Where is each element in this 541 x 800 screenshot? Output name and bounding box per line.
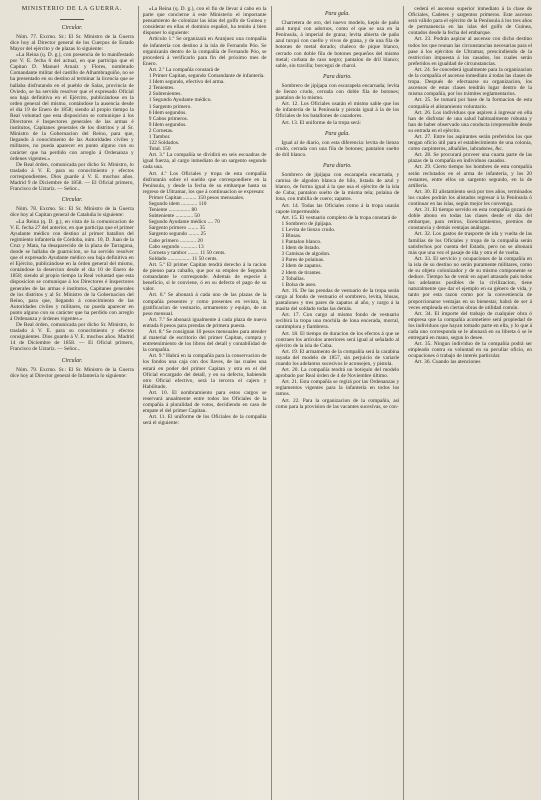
paragraph: Charretera de oro, del nuevo modelo, kepis de paño azul turquí con adornos, como el que se usa en la Península, á imperial de grana; levita abierta de paño azul turquí con cuello y vivos de grana, y de una fila de botones de metal dorado; chaleco de pique blanco, cerrado con doble fila de botones pequeños del mismo metal; corbata de raso negro; pantalon de dril blanco; sable, sin travilla; borceguí de charol. [275, 20, 400, 69]
paragraph: Sargento segundo ........ 25 [148, 231, 206, 238]
paragraph: Art. 24. Se concederá igualmente para la organizacion de la compañía el ascenso inmediato á todas las clases de tropa. Después de efectuarse su organizacion, los ascensos de estas clases tendrán lugar dentro de la misma compañía, por los trámites reglamentarios. [408, 66, 532, 98]
paragraph: cederá el ascenso superior inmediato á la clase de Oficiales, Cadetes y sargentos primeros. Este ascenso será válido para el ejército de la Península á los tres años de permanencia en las islas del golfo de Guinea, contados desde la fecha del embarque. [408, 6, 532, 37]
paragraph: Art. 25. Se tomará por base de la formacion de esta compañía el alistamiento voluntario. [408, 97, 532, 110]
paragraph: Núm. 78. Excmo. Sr.: El Sr. Ministro de la Guerra dice hoy al Capitan general de Cataluña lo siguiente: [10, 206, 134, 219]
paragraph: Art. 23. Podrán aspirar al ascenso con dicho destino todos los que reunan las circunstancias necesarias para el pase á los ejércitos de Ultramar, prescindiendo de la restriccion impuesta á los casados, los cuales serán preferidos en igualdad de circunstancias. [408, 36, 532, 67]
paragraph: 3 Camisas de algodon. [281, 251, 331, 258]
paragraph: 1 Idem de listado. [281, 245, 321, 252]
paragraph: Segundo Ayudante médico .... 70 [148, 219, 220, 226]
paragraph: Art. 26. Los individuos que aspiren á ingresar en ella han de disfrutar de una salud habitualmente robusta y han de haber observado una conducta irreprensible desde su entrada en el ejército. [408, 109, 532, 134]
paragraph: 6 Idem segundos. [148, 109, 187, 116]
paragraph: Art. 30. El alistamiento será por tres años, terminados los cuales podrán los alistados regresar á la Península ó continuar en las islas, según mejor les convenga. [408, 188, 532, 207]
text-column-3 [272, 6, 405, 800]
paragraph: Art. 33. El servicio y ocupaciones de la compañía en la isla de su destino no serán puramente militares, como de su objeto colonizador y de su mismo componente se deduce. Tiempo ha de venir en aquel atrasado país todos los adelantos posibles de la civilizacion, tiene naturalmente que dar el ejemplo en su género de vida, y tanto por esta razon como por la conveniencia de proporcionarse ventajas en su bienestar, habrá de ser á veces empleada en ciertas obras de utilidad común. [408, 255, 532, 311]
paragraph: Art. 17. Con cargo al mismo fondo de vestuario recibirá la tropa una mochila de lona encerada, morral, cantimplora y fiambrera. [275, 312, 400, 331]
paragraph: Art. 35. Ningun individuo de la compañía podrá ser empleado contra su voluntad en su peculiar oficio, en ocupaciones ó trabajo de interés particular. [408, 341, 532, 360]
paragraph: Art. 7.º Se abonará igualmente á cada plaza de nueva entrada 8 pesos para prendas de primera puesta. [142, 316, 267, 329]
paragraph: Art. 12. Los Oficiales usarán el mismo sable que los de infantería de la Península y pistola igual á la de los Oficiales de los batallones de cazadores. [275, 101, 400, 120]
paragraph: Artículo 1.º Se organizará en Aranjuez una compañía de infantería con destino á la isla de Fernando Póo. Se organizarán dentro de la compañía de Fernando Póo, se procederá á verificarlo para fin del próximo mes de Enero. [142, 36, 267, 67]
paragraph: Art. 34. El importe del trabajo de cualquier obra ó empresa que la compañía acometiere será propiedad de los individuos que hayan tomado parte en ella, y lo que á cada uno corresponda se le abonará en su libreta ó se le entregará en mano, segun lo desee. [408, 310, 532, 342]
paragraph: Sargento primero ........ 35 [148, 225, 206, 232]
section-heading: Para gala. [324, 130, 350, 137]
section-heading: Circular. [61, 24, 83, 31]
paragraph: Art. 27. Entre los aspirantes serán preferidos los que tengan oficio útil para el establecimiento de una colonia, como carpinteros, albañiles, labradores, &c. [408, 133, 532, 153]
paragraph: Art. 21. Esta compañía se regirá por las Ordenanzas y reglamentos vigentes para la infantería en todos los ramos. [275, 379, 400, 398]
paragraph: Segundo idem ............ 110 [148, 201, 207, 207]
paragraph: Art. 3.º La compañía se dividirá en seis escuadras de igual fuerza, al cargo inmediato de un sargento segundo cada una. [142, 152, 267, 171]
paragraph: Art. 29. Cierto tiempo los hombres de esta compañía serán reclutados en el arma de infantería, y los 20 restantes, entre ellos un sargento segundo, en la de artillería. [408, 164, 532, 189]
paragraph: Art. 4.º Los Oficiales y tropa de esta compañía disfrutarán sobre el sueldo que correspondiere en la Península, y desde la fecha de su embarque hasta su regreso de Ultramar, los que á continuacion se expresan: [142, 170, 267, 195]
paragraph: «La Reina (q. D. g.), con el fin de llevar á cabo en la parte que concierne á este Ministerio el importante pensamiento de colonizar las islas del golfo de Guinea y considerar en ellas el dominio español, ha tenido á bien disponer lo siguiente: [142, 6, 267, 37]
paragraph: Art. 8.º Se consignan 10 pesos mensuales para atender al material de escritorio del primer Capitan, compra y entretenimiento de los libros del detall y contabilidad de la compañía. [142, 328, 267, 354]
paragraph: Art. 10. El nombramiento para estos cargos se reservará anualmente entre todos los Oficiales de la compañía á pluralidad de votos, decidiendo en caso de empate el del primer Capitan. [142, 389, 267, 415]
paragraph: Art. 16. De las prendas de vestuario de la tropa serán cargo al fondo de vestuario el sombrero, levita, blusas, pantalones y tres pares de zapatos al año, y cargo á la masita del soldado todas las demás. [275, 287, 400, 313]
text-column-2 [139, 6, 272, 800]
text-column-4 [404, 6, 536, 800]
paragraph: Art. 20. La compañía tendrá un botiquin del modelo aprobado por Real órden de 4 de Noviembre último. [275, 367, 400, 380]
paragraph: 2 Tenientes. [148, 85, 175, 92]
paragraph: Art. 22. Para la organizacion de la compañía, así como para la provision de las vacantes sucesivas, se con- [275, 397, 400, 410]
section-heading: Circular. [61, 197, 83, 204]
paragraph: Art. 5.º El primer Capitan tendrá derecho á la racion de pienso para caballo, que por su empleo de Segundo comandante le corresponde. Además de especie á beneficio, si le conviene, ó en su defecto el pago de su valor. [142, 261, 267, 293]
paragraph: Subteniente ............. 50 [148, 213, 200, 220]
paragraph: 2 Idem de tirantes. [281, 269, 322, 276]
paragraph: 3 Pares de polainas. [281, 257, 325, 264]
paragraph: De Real órden, comunicada por dicho Sr. Ministro, lo traslado á V. E. para su conocimiento y efectos consiguientes. Dios guarde á V. E. muchos años. Madrid 14 de Diciembre de 1858. — El Oficial primero, Francisco de Uztariz. — Señor... [10, 322, 134, 353]
paragraph: Art. 11. El uniforme de los Oficiales de la compañía será el siguiente: [142, 414, 267, 427]
paragraph: Art. 18. El tiempo de duracion de los efectos á que se contraen los artículos anteriores será igual al señalado al ejército de la isla de Cuba. [275, 330, 400, 349]
paragraph: De Real órden, comunicada por dicho Sr. Ministro, lo traslado á V. E. para su conocimiento y efectos correspondientes. Dios guarde á V. E. muchos años. Madrid 9 de Diciembre de 1858. — El Oficial primero, Francisco de Uztariz. — Señor... [10, 161, 134, 193]
paragraph: 1 Sombrero de jipijapa. [281, 220, 333, 227]
column-container [6, 6, 536, 800]
paragraph: Cabo primero ............ 20 [148, 237, 203, 244]
paragraph: «La Reina (q. D. g.), en vista de la comunicacion de V. E. fecha 27 del anterior, en que participa que el primer Ayudante médico con destino al primer batallon del regimiento infantería de Córdoba, núm. 10, D. Juan de la Cruz y Mata, ha desaparecido de la plaza de Tarragona, donde se hallaba de guarnicion, se ha servido resolver que el expresado Ayudante médico sea baja definitiva en el Ejército, publicándose en la órden general del mismo, contándose la desercion desde el dia 10 de Enero de 1858; siendo al propio tiempo la Real voluntad que esta disposicion se comunique á los Directores é Inspectores generales de las armas é institutos, Capitanes generales de los distritos y al Sr. Ministro de la Gobernacion del Reino, para que, llegando á conocimiento de las Autoridades civiles y militares, no pueda aparecer en punto alguno con su carácter que ha perdido con arreglo á Ordenanza y órdenes vigentes.» [10, 218, 134, 322]
title-rule [60, 19, 84, 20]
paragraph: Art. 32. Los gastos de trasporte de ida y vuelta de las familias de los Oficiales y tropa de la compañía serán satisfechos por cuenta del Estado, pero no se abonará más que una vez el pasaje de ida y otra el de vuelta. [408, 231, 532, 256]
paragraph: Núm. 77. Excmo. Sr.: El Sr. Ministro de la Guerra dice hoy al Director general de los Cuerpos de Estado Mayor del ejército y de plazas lo siguiente: [10, 33, 134, 52]
paragraph: 1 Segundo Ayudante médico. [148, 97, 212, 104]
paragraph: 1 Levita de lienzo crudo. [281, 226, 336, 233]
paragraph: Cabo segundo ............ 13 [148, 243, 204, 250]
paragraph: 2 Cornetas. [148, 127, 174, 134]
paragraph: 1 Pantalon blanco. [281, 239, 322, 246]
section-heading: Para diario. [323, 73, 352, 80]
section-heading: Para gala. [324, 11, 350, 17]
text-column-1 [6, 6, 139, 800]
section-heading: Para diario. [323, 162, 352, 169]
paragraph: 122 Soldados. [148, 140, 180, 147]
section-title: MINISTERIO DE LA GUERRA. [21, 6, 123, 12]
paragraph: Primer Capitan .......... 150 pesos mensuales. [148, 194, 245, 201]
paragraph: Art. 13. El uniforme de la tropa será: [281, 119, 361, 126]
paragraph: Art. 36. Cuando las atenciones [414, 359, 481, 366]
paragraph: 9 Cabos primeros. [148, 115, 189, 122]
paragraph: 3 Blusas. [281, 233, 302, 239]
paragraph: Art. 31. El tiempo servido en esta compañía gozará de doble abono en todas las clases desde el dia del embarque, para retiros, licenciamientos, premios de constancia y demás ventajas análogas. [408, 207, 532, 232]
paragraph: 1 Sargento primero. [148, 103, 192, 110]
paragraph: 2 Toballas. [281, 275, 305, 282]
paragraph: 1 Idem segundo, efectivo del arma. [148, 79, 225, 86]
paragraph: Art. 19. El armamento de la compañía será la carabina rayada del modelo de 1857, sin perjuicio de variarle cuando los adelantos sucesivos le aconsejen, y pistola. [275, 348, 400, 367]
paragraph: Art. 2.º La compañía constará de [148, 66, 220, 73]
paragraph: Total. 150 [148, 146, 171, 153]
paragraph: Sombrero de jipijapa con escarapela encarnada, y camisa de algodon blanca de hilo, listada de azul y blanco, de forma igual á la que usa el ejército de la isla de Cuba; pantalon suelto de la misma tela; polaina de lona, con trabilla de cuero; zapatos. [275, 172, 400, 203]
paragraph: Núm. 79. Excmo. Sr.: El Sr. Ministro de la Guerra dice hoy al Director general de Infantería lo siguiente: [10, 366, 134, 379]
section-heading: Circular. [61, 357, 83, 364]
paragraph: 2 Idem de zapatos. [281, 263, 322, 270]
paragraph: Igual al de diario, con esta diferencia: levita de lienzo crudo, cerrada con una fila de botones; pantalon suelto de dril blanco. [275, 139, 400, 158]
paragraph: Art. 28. Se procurará proveer una cuarta parte de las plazas de la compañía en individuos casados. [408, 152, 532, 165]
paragraph: Art. 15. El vestuario completo de la tropa constará de [281, 214, 397, 221]
paragraph: Soldado ................. 11 50 cents. [148, 255, 218, 262]
paragraph: 2 Subtenientes. [148, 91, 182, 98]
paragraph: 1 Bolsa de aseo. [281, 281, 317, 288]
paragraph: Art. 14. Todas las Oficiales como á la tropa usarán capote impermeable. [275, 202, 400, 215]
paragraph: «La Reina (q. D. g.), con presencia de lo manifestado por V. E. fecha 6 del actual, en que participa que el Capitan D. Manuel Arnaiz y Flores, nombrado Comandante militar del castillo de Alhambraguiño, no se ha presentado en su destino al terminar la licencia que se hallaba disfrutando en el pueblo de Salas, provincia de Oviedo, se ha servido resolver que el expresado Oficial sea baja definitiva en el Ejército, publicándose en la orden general del mismo, contándose la ausencia desde el dia 19 de Enero de 1858; siendo al propio tiempo la Real voluntad que esta disposicion se comunique á los Directores é Inspectores generales de las armas é institutos, Capitanes generales de los distritos y al Sr. Ministro de la Gobernacion del Reino, para que, llegando á conocimiento de las Autoridades civiles y militares, no pueda aparecer en punto alguno con su carácter que ha perdido con arreglo á Ordenanza y órdenes vigentes.» [10, 52, 134, 162]
paragraph: Teniente ................ 80 [148, 207, 197, 214]
paragraph: Corneta y tambor ........ 11 50 cents. [148, 249, 226, 256]
paragraph: Sombrero de jipijapa con escarapela encarnada; levita de lienzo crudo, cerrada con doble fila de botones; pantalon de lo mismo. [275, 82, 400, 102]
paragraph: 1 Tambor. [148, 133, 171, 140]
paragraph: Art. 9.º Habrá en la compañía para la conservacion de los fondos una caja con dos llaves, de las cuales una estará en poder del primer Capitan y otra en el del Oficial encargado del detall, y en su defecto, habiendo otro Oficial efectivo, será la tercera el cajero y Habilitado. [142, 353, 267, 390]
paragraph: 9 Idem segundos. [148, 121, 187, 128]
paragraph: Art. 6.º Se abonará á cada uno de las plazas de la compañía presentes y como presentes en revista, la gratificacion de vestuario, armamento y equipo, de un peso mensual. [142, 292, 267, 317]
paragraph: 1 Primer Capitan, segundo Comandante de infantería. [148, 73, 265, 80]
